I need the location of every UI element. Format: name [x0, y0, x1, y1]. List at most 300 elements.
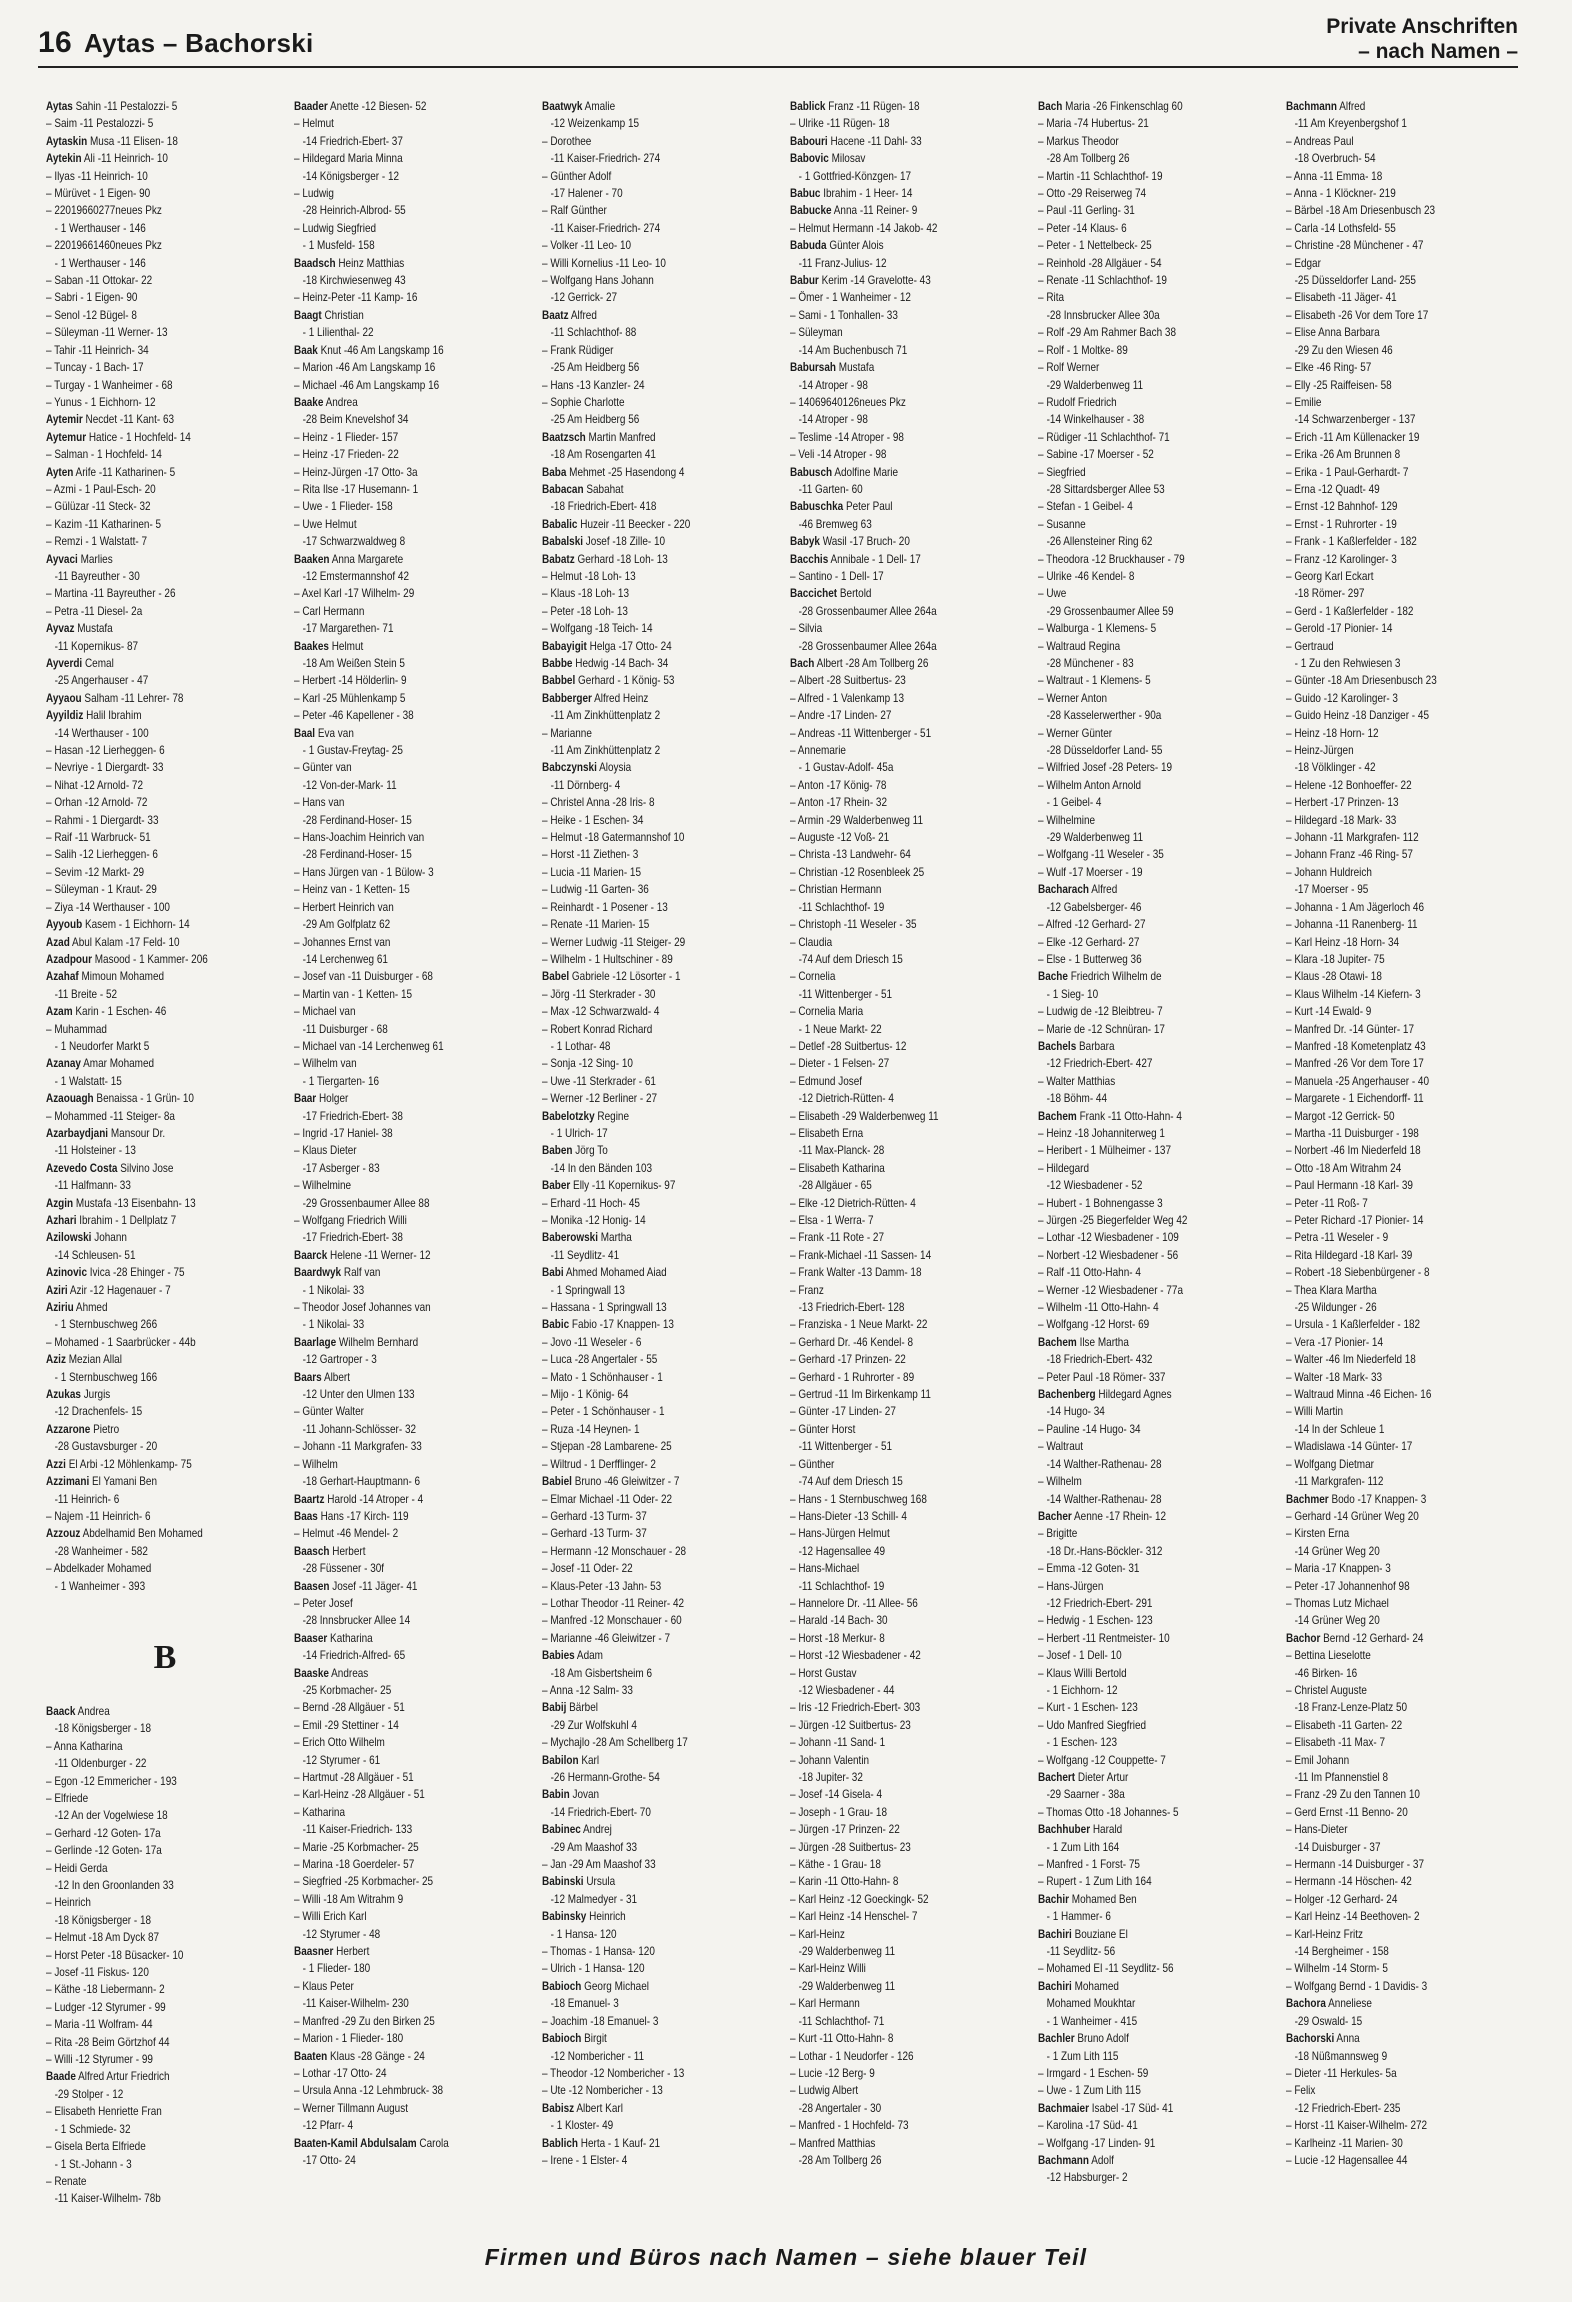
listing-entry: – Wilhelm -11 Otto-Hahn- 4	[1038, 1301, 1159, 1315]
listing-entry: -11 Kaiser-Friedrich- 274	[550, 221, 661, 235]
listing-entry: – Manfred -12 Monschauer - 60	[542, 1614, 682, 1628]
listing-entry: – Herbert -17 Prinzen- 13	[1286, 796, 1399, 810]
listing-entry: Azzouz Abdelhamid Ben Mohamed	[46, 1527, 203, 1541]
listing-entry: -11 Franz-Julius- 12	[798, 256, 887, 270]
surname: Azahaf	[46, 970, 79, 984]
listing-entry: Baaken Anna Margarete	[294, 552, 404, 566]
listing-entry: – Remzi - 1 Walstatt- 7	[46, 535, 148, 549]
listing-entry: – Ursula Anna -12 Lehmbruck- 38	[294, 2084, 444, 2098]
listing-entry: – Franz	[790, 1283, 824, 1297]
listing-entry: – Rita -28 Beim Görtzhof 44	[46, 2035, 170, 2049]
listing-entry: – Klaus-Peter -13 Jahn- 53	[542, 1579, 662, 1593]
listing-entry: Baber Elly -11 Kopernikus- 97	[542, 1179, 676, 1193]
listing-entry: – Wilhelm	[294, 1457, 338, 1471]
listing-entry: -25 Am Heidberg 56	[550, 361, 640, 375]
listing-entry: -18 Dr.-Hans-Böckler- 312	[1046, 1544, 1163, 1558]
listing-entry: -12 Unter den Ulmen 133	[302, 1388, 415, 1402]
listing-entry: – Axel Karl -17 Wilhelm- 29	[294, 587, 415, 601]
surname: Babovic	[790, 152, 829, 166]
listing-entry: – Abdelkader Mohamed	[46, 1562, 152, 1576]
listing-entry: -28 Kasselerwerther - 90a	[1046, 709, 1162, 723]
listing-entry: – Peter -18 Loh- 13	[542, 604, 628, 618]
listing-entry: – Ludwig Albert	[790, 2084, 859, 2098]
listing-entry: Babioch Georg Michael	[542, 1979, 649, 1993]
listing-entry: – Mohamed El -11 Seydlitz- 56	[1038, 1962, 1174, 1976]
listing-entry: – Walter -46 Im Niederfeld 18	[1286, 1353, 1416, 1367]
listing-entry: Babatz Gerhard -18 Loh- 13	[542, 552, 668, 566]
surname: Babic	[542, 1318, 570, 1332]
listing-entry: – Hildegard -18 Mark- 33	[1286, 813, 1397, 827]
surname: Babiel	[542, 1475, 572, 1489]
listing-entry: – Saban -11 Ottokar- 22	[46, 274, 153, 288]
listing-entry: Baar Holger	[294, 1092, 349, 1106]
listing-entry: – Rahmi - 1 Diergardt- 33	[46, 813, 159, 827]
listing-entry: – Wilhelm - 1 Hultschiner - 89	[542, 952, 673, 966]
listing-entry: - 1 Lilienthal- 22	[302, 326, 374, 340]
listing-entry: – Guido -12 Karolinger- 3	[1286, 691, 1398, 705]
listing-entry: – Heinrich	[46, 1896, 91, 1910]
listing-entry: – Mijo - 1 König- 64	[542, 1388, 629, 1402]
surname: Babies	[542, 1649, 575, 1663]
listing-entry: - 1 Tiergarten- 16	[302, 1074, 380, 1088]
surname: Baas	[294, 1509, 318, 1523]
listing-entry: – Norbert -46 Im Niederfeld 18	[1286, 1144, 1421, 1158]
surname: Ayverdi	[46, 657, 83, 670]
listing-entry: Babouri Hacene -11 Dahl- 33	[790, 134, 922, 148]
listing-entry: -28 Innsbrucker Allee 30a	[1046, 308, 1160, 322]
name-range: Aytas – Bachorski	[83, 28, 314, 58]
surname: Babilon	[542, 1753, 579, 1767]
surname: Babatz	[542, 552, 575, 566]
surname: Baarck	[294, 1248, 328, 1262]
surname: Babinsky	[542, 1910, 587, 1924]
listing-entry: – Kurt - 1 Eschen- 123	[1038, 1701, 1138, 1715]
listing-entry: – Helmut -18 Am Dyck 87	[46, 1931, 160, 1945]
listing-entry: – Luca -28 Angertaler - 55	[542, 1353, 658, 1367]
listing-entry: – Marianne	[542, 726, 592, 740]
listing-entry: Baadsch Heinz Matthias	[294, 256, 405, 270]
listing-entry: – Walter -18 Mark- 33	[1286, 1370, 1383, 1384]
listing-entry: -14 Winkelhauser - 38	[1046, 413, 1145, 427]
surname: Bach	[1038, 100, 1063, 113]
listing-entry: – Jörg -11 Sterkrader - 30	[542, 987, 656, 1001]
listing-entry: – Karl Heinz -14 Henschel- 7	[790, 1910, 918, 1924]
listing-entry: – Johann -11 Sand- 1	[790, 1736, 886, 1750]
listing-entry: Ayyildiz Halil Ibrahim	[46, 709, 142, 723]
listing-entry: Bacharach Alfred	[1038, 883, 1118, 897]
listing-entry: - 1 Hammer- 6	[1046, 1910, 1111, 1924]
listing-entry: Aytekin Ali -11 Heinrich- 10	[46, 152, 168, 166]
surname: Babuschka	[790, 500, 844, 514]
listing-entry: – Waltraud Minna -46 Eichen- 16	[1286, 1388, 1432, 1402]
listing-entry: – Josef -11 Oder- 22	[542, 1562, 633, 1576]
surname: Bablich	[542, 2136, 579, 2150]
listing-entry: – Petra -11 Diesel- 2a	[46, 604, 143, 618]
surname: Bachert	[1038, 1771, 1076, 1784]
listing-entry: Baasen Josef -11 Jäger- 41	[294, 1579, 418, 1593]
listing-entry: – Wilhelmine	[294, 1179, 352, 1193]
listing-entry: – Elise Anna Barbara	[1286, 326, 1380, 340]
listing-entry: -18 Gerhart-Hauptmann- 6	[302, 1475, 421, 1489]
listing-entry: – Erhard -11 Hoch- 45	[542, 1196, 640, 1210]
surname: Baben	[542, 1144, 573, 1158]
listing-entry: – Karl Heinz -18 Horn- 34	[1286, 935, 1400, 949]
listing-entry: – Renate -11 Marien- 15	[542, 918, 650, 932]
listing-entry: – Jan -29 Am Maashof 33	[542, 1858, 656, 1872]
listing-entry: -18 Jupiter- 32	[798, 1771, 863, 1784]
listing-entry: – Süleyman - 1 Kraut- 29	[46, 883, 157, 897]
listing-entry: Babacan Sabahat	[542, 482, 624, 496]
listing-entry: – Willi Martin	[1286, 1405, 1344, 1419]
listing-entry: -18 Am Gisbertsheim 6	[550, 1666, 653, 1680]
listing-entry: - 1 Ulrich- 17	[550, 1126, 608, 1140]
surname: Babin	[542, 1788, 570, 1802]
listing-entry: – Reinhold -28 Allgäuer - 54	[1038, 256, 1162, 270]
listing-entry: -18 Römer- 297	[1294, 587, 1365, 601]
listing-entry: -17 Otto- 24	[302, 2153, 356, 2167]
listing-entry: -12 An der Vogelwiese 18	[54, 1809, 168, 1823]
listing-entry: -28 Innsbrucker Allee 14	[302, 1614, 411, 1628]
surname: Babalski	[542, 535, 584, 549]
listing-entry: -11 Am Zinkhüttenplatz 2	[550, 744, 661, 758]
listing-entry: – Wulf -17 Moerser - 19	[1038, 865, 1143, 879]
listing-entry: Baagt Christian	[294, 308, 364, 322]
listing-entry: – Michael van	[294, 1005, 356, 1019]
listing-entry: -12 Habsburger- 2	[1046, 2171, 1128, 2185]
listing-entry: – Claudia	[790, 935, 833, 949]
listing-entry: – Wolfgang -12 Couppette- 7	[1038, 1753, 1166, 1767]
surname: Azaouagh	[46, 1092, 94, 1106]
listing-entry: Bachmer Bodo -17 Knappen- 3	[1286, 1492, 1427, 1506]
listing-entry: – Hildegard Maria Minna	[294, 152, 403, 166]
surname: Babczynski	[542, 761, 597, 775]
listing-entry: Babbel Gerhard - 1 König- 53	[542, 674, 675, 688]
listing-entry: – Ruza -14 Heynen- 1	[542, 1422, 640, 1436]
surname: Baars	[294, 1370, 322, 1384]
listing-entry: -11 Schlachthof- 19	[798, 900, 885, 914]
surname: Babuda	[790, 239, 827, 253]
listing-entry: - 1 Eschen- 123	[1046, 1736, 1117, 1750]
listing-entry: Babyk Wasil -17 Bruch- 20	[790, 535, 910, 549]
listing-entry: – Wiltrud - 1 Derfflinger- 2	[542, 1457, 656, 1471]
listing-entry: Babbe Hedwig -14 Bach- 34	[542, 657, 669, 670]
listing-entry: – Ziya -14 Werthauser - 100	[46, 900, 170, 914]
listing-entry: -26 Allensteiner Ring 62	[1046, 535, 1153, 549]
listing-entry: - 1 Hansa- 120	[550, 1927, 617, 1941]
listing-entry: – Uwe -11 Sterkrader - 61	[542, 1074, 656, 1088]
listing-entry: – Erika -26 Am Brunnen 8	[1286, 448, 1401, 462]
listing-entry: Azzimani El Yamani Ben	[46, 1475, 158, 1489]
listing-entry: – Helmut -46 Mendel- 2	[294, 1527, 399, 1541]
listing-entry: -29 Saarner - 38a	[1046, 1788, 1125, 1802]
surname: Babayigit	[542, 639, 587, 653]
listing-entry: -11 Duisburger - 68	[302, 1022, 388, 1036]
listing-entry: -18 Friedrich-Ebert- 418	[550, 500, 657, 514]
listing-entry: Baake Andrea	[294, 395, 358, 409]
listing-entry: – Siegfried	[1038, 465, 1086, 479]
listing-entry: – Rolf -29 Am Rahmer Bach 38	[1038, 326, 1177, 340]
listing-entry: – Elke -12 Gerhard- 27	[1038, 935, 1140, 949]
listing-entry: – Christel Anna -28 Iris- 8	[542, 796, 655, 810]
listing-entry: -14 Grüner Weg 20	[1294, 1544, 1380, 1558]
listing-entry: – Günter -18 Am Driesenbusch 23	[1286, 674, 1437, 688]
surname: Bachmaier	[1038, 2101, 1089, 2115]
listing-entry: – Auguste -12 Voß- 21	[790, 831, 890, 845]
surname: Bachiri	[1038, 1927, 1072, 1941]
section-letter: B	[153, 1638, 177, 1676]
listing-entry: – Frank Rüdiger	[542, 343, 614, 357]
listing-entry: – Elisabeth -26 Vor dem Tore 17	[1286, 308, 1429, 322]
listing-entry: – Günter van	[294, 761, 352, 775]
listing-entry: – Peter -46 Kapellener - 38	[294, 709, 414, 723]
listing-entry: -17 Friedrich-Ebert- 38	[302, 1231, 403, 1245]
listing-entry: -14 In den Bänden 103	[550, 1161, 653, 1175]
page-number: 16	[38, 26, 72, 59]
listing-entry: Babic Fabio -17 Knappen- 13	[542, 1318, 674, 1332]
surname: Baak	[294, 343, 318, 357]
listing-entry: Bachert Dieter Artur	[1038, 1771, 1129, 1784]
listing-entry: Bablick Franz -11 Rügen- 18	[790, 100, 920, 113]
listing-column	[46, 98, 284, 2238]
listing-entry: – Cornelia Maria	[790, 1005, 864, 1019]
listing-entry: – Hans -13 Kanzler- 24	[542, 378, 645, 392]
listing-columns	[46, 98, 1526, 2238]
listing-entry: – Wilfried Josef -28 Peters- 19	[1038, 761, 1173, 775]
page-header-right	[1326, 14, 1518, 64]
listing-entry: -11 Kaiser-Wilhelm- 230	[302, 1997, 409, 2011]
listing-entry: – Norbert -12 Wiesbadener - 56	[1038, 1248, 1179, 1262]
listing-entry: -17 Halener - 70	[550, 187, 623, 201]
listing-entry: Bachhuber Harald	[1038, 1823, 1123, 1837]
listing-entry: – Waltraut - 1 Klemens- 5	[1038, 674, 1151, 688]
listing-entry: -28 Sittardsberger Allee 53	[1046, 482, 1165, 496]
listing-entry: – Emil -29 Stettiner - 14	[294, 1718, 399, 1732]
surname: Baasch	[294, 1544, 330, 1558]
listing-entry: – Heinz-Jürgen	[1286, 744, 1354, 758]
listing-entry: -11 Johann-Schlösser- 32	[302, 1422, 417, 1436]
listing-entry: -18 Am Rosengarten 41	[550, 448, 656, 462]
section-title: Private Anschriften	[1326, 15, 1518, 38]
listing-entry: -14 Grüner Weg 20	[1294, 1614, 1380, 1628]
listing-entry: – Wolfgang -11 Weseler - 35	[1038, 848, 1164, 862]
listing-entry: – Rita	[1038, 291, 1065, 305]
listing-entry: – Armin -29 Walderbenweg 11	[790, 813, 924, 827]
listing-entry: -12 Gartroper - 3	[302, 1353, 377, 1367]
listing-entry: – Robert -18 Siebenbürgener - 8	[1286, 1266, 1430, 1280]
listing-entry: – Frank - 1 Kaßlerfelder - 182	[1286, 535, 1417, 549]
listing-entry: – Horst -12 Wiesbadener - 42	[790, 1649, 921, 1663]
listing-entry: – Gerlinde -12 Goten- 17a	[46, 1844, 162, 1858]
listing-entry: – Josef - 1 Dell- 10	[1038, 1649, 1122, 1663]
listing-entry: Azanay Amar Mohamed	[46, 1057, 155, 1071]
listing-entry: – Klaus Wilhelm -14 Kiefern- 3	[1286, 987, 1421, 1001]
listing-entry: – Dieter - 1 Felsen- 27	[790, 1057, 890, 1071]
listing-entry: – Hannelore Dr. -11 Allee- 56	[790, 1596, 918, 1610]
listing-entry: – Elsa - 1 Werra- 7	[790, 1214, 874, 1227]
surname: Ayyildiz	[46, 709, 84, 723]
listing-entry: – Georg Karl Eckart	[1286, 569, 1374, 583]
surname: Babucke	[790, 204, 832, 218]
listing-entry: – Heinz-Peter -11 Kamp- 16	[294, 291, 418, 305]
surname: Azzouz	[46, 1527, 81, 1541]
listing-entry: Ayverdi Cemal	[46, 657, 114, 670]
listing-entry: -14 Hugo- 34	[1046, 1405, 1105, 1419]
listing-entry: – Ömer - 1 Wanheimer - 12	[790, 291, 911, 305]
listing-entry: – Santino - 1 Dell- 17	[790, 569, 884, 583]
listing-entry: -14 Werthauser - 100	[54, 726, 149, 740]
surname: Baader	[294, 100, 328, 113]
listing-entry: – Bernd -28 Allgäuer - 51	[294, 1701, 405, 1715]
listing-entry: – Johann -11 Markgrafen- 33	[294, 1440, 422, 1454]
listing-entry: – Martin van - 1 Ketten- 15	[294, 987, 413, 1001]
listing-entry: – Horst Gustav	[790, 1666, 857, 1680]
listing-entry: Babi Ahmed Mohamed Aiad	[542, 1266, 667, 1280]
listing-entry: -14 Walther-Rathenau- 28	[1046, 1492, 1162, 1506]
listing-entry: – Mychajlo -28 Am Schellberg 17	[542, 1736, 688, 1750]
listing-entry: - 1 Schmiede- 32	[54, 2122, 131, 2136]
surname: Babursah	[790, 361, 836, 375]
surname: Baaten	[294, 2049, 328, 2063]
listing-entry: -14 In der Schleue 1	[1294, 1422, 1385, 1436]
listing-entry: – Lothar Theodor -11 Reiner- 42	[542, 1596, 685, 1610]
listing-entry: – Franz -12 Karolinger- 3	[1286, 552, 1397, 566]
listing-entry: – Frank-Michael -11 Sassen- 14	[790, 1248, 932, 1262]
listing-entry: – Walter Matthias	[1038, 1074, 1116, 1088]
listing-entry: – Carla -14 Lothsfeld- 55	[1286, 221, 1396, 235]
listing-entry: – Irene - 1 Elster- 4	[542, 2153, 628, 2167]
listing-entry: – Anton -17 Rhein- 32	[790, 796, 888, 810]
listing-entry: Bach Maria -26 Finkenschlag 60	[1038, 100, 1183, 113]
listing-entry: – Andreas -11 Wittenberger - 51	[790, 726, 932, 740]
listing-entry: – Frank Walter -13 Damm- 18	[790, 1266, 922, 1280]
listing-entry: Baaser Katharina	[294, 1631, 373, 1645]
listing-entry: Babucke Anna -11 Reiner- 9	[790, 204, 918, 218]
surname: Baatwyk	[542, 100, 583, 113]
listing-entry: – Karl -25 Mühlenkamp 5	[294, 691, 406, 705]
listing-entry: – Heidi Gerda	[46, 1861, 108, 1875]
listing-entry: – Walburga - 1 Klemens- 5	[1038, 622, 1157, 636]
listing-entry: -12 Malmedyer - 31	[550, 1892, 638, 1906]
listing-entry: Azahaf Mimoun Mohamed	[46, 970, 165, 984]
listing-entry: – Süleyman -11 Werner- 13	[46, 326, 168, 340]
listing-entry: – Holger -12 Gerhard- 24	[1286, 1892, 1398, 1906]
listing-entry: - 1 Sternbuschweg 266	[54, 1318, 158, 1332]
listing-entry: Aytemir Necdet -11 Kant- 63	[46, 413, 175, 427]
listing-entry: – Wolfgang Friedrich Willi	[294, 1214, 407, 1227]
listing-entry: -11 Max-Planck- 28	[798, 1144, 885, 1158]
listing-entry: – Süleyman	[790, 326, 843, 340]
surname: Bachem	[1038, 1109, 1077, 1123]
listing-entry: -29 Grossenbaumer Allee 88	[302, 1196, 430, 1210]
listing-entry: – Elisabeth Katharina	[790, 1161, 885, 1175]
listing-entry: -11 Halfmann- 33	[54, 1179, 131, 1193]
page-header-left	[38, 26, 314, 60]
listing-entry: -14 Schleusen- 51	[54, 1248, 136, 1262]
surname: Babacan	[542, 482, 584, 496]
surname: Aytas	[46, 100, 73, 113]
listing-entry: – Marie de -12 Schnüran- 17	[1038, 1022, 1165, 1036]
listing-entry: – Susanne	[1038, 517, 1086, 531]
listing-entry: -11 Im Pfannenstiel 8	[1294, 1771, 1389, 1784]
listing-entry: – Gerhard -14 Grüner Weg 20	[1286, 1509, 1419, 1523]
listing-entry: – Wolfgang Dietmar	[1286, 1457, 1374, 1471]
listing-entry: -12 Wiesbadener - 52	[1046, 1179, 1143, 1193]
surname: Baardwyk	[294, 1266, 342, 1280]
listing-entry: Mohamed Moukhtar	[1046, 1997, 1136, 2011]
surname: Babusch	[790, 465, 833, 479]
listing-entry: Azinovic Ivica -28 Ehinger - 75	[46, 1266, 185, 1280]
surname: Baaken	[294, 552, 330, 566]
listing-entry: -25 Düsseldorfer Land- 255	[1294, 274, 1416, 288]
listing-entry: -18 Overbruch- 54	[1294, 152, 1376, 166]
listing-entry: -11 Garten- 60	[798, 482, 863, 496]
surname: Bachler	[1038, 2032, 1075, 2046]
listing-entry: – Bärbel -18 Am Driesenbusch 23	[1286, 204, 1436, 218]
listing-entry: -25 Am Heidberg 56	[550, 413, 640, 427]
listing-entry: Ayvaci Marlies	[46, 552, 113, 566]
listing-entry: – Horst Peter -18 Büsacker- 10	[46, 1948, 184, 1962]
listing-entry: Babin Jovan	[542, 1788, 600, 1802]
surname: Baaten-Kamil Abdulsalam	[294, 2136, 417, 2150]
listing-entry: – Manfred -18 Kometenplatz 43	[1286, 1039, 1426, 1053]
listing-entry: Aziri Azir -12 Hagenauer - 7	[46, 1283, 171, 1297]
section-subtitle: – nach Namen –	[1358, 40, 1518, 63]
listing-entry: – Karin -11 Otto-Hahn- 8	[790, 1875, 899, 1889]
listing-entry: Azhari Ibrahim - 1 Dellplatz 7	[46, 1214, 177, 1227]
listing-entry: – Karl Hermann	[790, 1997, 860, 2011]
listing-entry: – Tuncay - 1 Bach- 17	[46, 361, 144, 375]
listing-entry: – Elisabeth Erna	[790, 1126, 864, 1140]
listing-entry: – Heribert - 1 Mülheimer - 137	[1038, 1144, 1172, 1158]
surname: Azevedo Costa	[46, 1161, 118, 1175]
surname: Bachels	[1038, 1039, 1077, 1053]
listing-entry: Azgin Mustafa -13 Eisenbahn- 13	[46, 1196, 196, 1210]
listing-entry: – Ralf -11 Otto-Hahn- 4	[1038, 1266, 1141, 1280]
listing-entry: – Hans van	[294, 796, 345, 810]
listing-entry: – Willi Erich Karl	[294, 1910, 367, 1924]
listing-entry: – Käthe - 1 Grau- 18	[790, 1858, 881, 1872]
listing-entry: – Edgar	[1286, 256, 1321, 270]
listing-entry: – Ludger -12 Styrumer - 99	[46, 2000, 166, 2014]
listing-entry: – Dorothee	[542, 134, 592, 148]
listing-entry: – Wolfgang -12 Horst- 69	[1038, 1318, 1150, 1332]
surname: Baber	[542, 1179, 571, 1193]
listing-entry: – Günther Adolf	[542, 169, 612, 183]
surname: Baatz	[542, 308, 569, 322]
surname: Bachorski	[1286, 2032, 1335, 2046]
listing-entry: Babioch Birgit	[542, 2032, 607, 2046]
listing-entry: – Iris -12 Friedrich-Ebert- 303	[790, 1701, 921, 1715]
listing-entry: – Sabine -17 Moerser - 52	[1038, 448, 1154, 462]
listing-entry: – Lucie -12 Hagensallee 44	[1286, 2153, 1408, 2167]
listing-entry: Azam Karin - 1 Eschen- 46	[46, 1005, 167, 1019]
listing-entry: -29 Am Maashof 33	[550, 1840, 638, 1854]
listing-entry: -11 Breite - 52	[54, 987, 118, 1001]
listing-entry: – Peter -11 Roß- 7	[1286, 1196, 1368, 1210]
listing-entry: – Ulrike -11 Rügen- 18	[790, 117, 890, 131]
listing-entry: Baak Knut -46 Am Langskamp 16	[294, 343, 444, 357]
listing-entry: -29 Walderbenweg 11	[1046, 378, 1144, 392]
listing-entry: -28 Ferdinand-Hoser- 15	[302, 813, 412, 827]
listing-entry: -28 Allgäuer - 65	[798, 1179, 872, 1193]
surname: Babel	[542, 970, 570, 984]
surname: Bach	[790, 657, 815, 670]
listing-entry: Babel Gabriele -12 Lösorter - 1	[542, 970, 681, 984]
surname: Bachmer	[1286, 1492, 1329, 1506]
listing-entry: – Lucia -11 Marien- 15	[542, 865, 642, 879]
listing-entry: – Mato - 1 Schönhauser - 1	[542, 1370, 663, 1384]
listing-entry: – Günther	[790, 1457, 835, 1471]
